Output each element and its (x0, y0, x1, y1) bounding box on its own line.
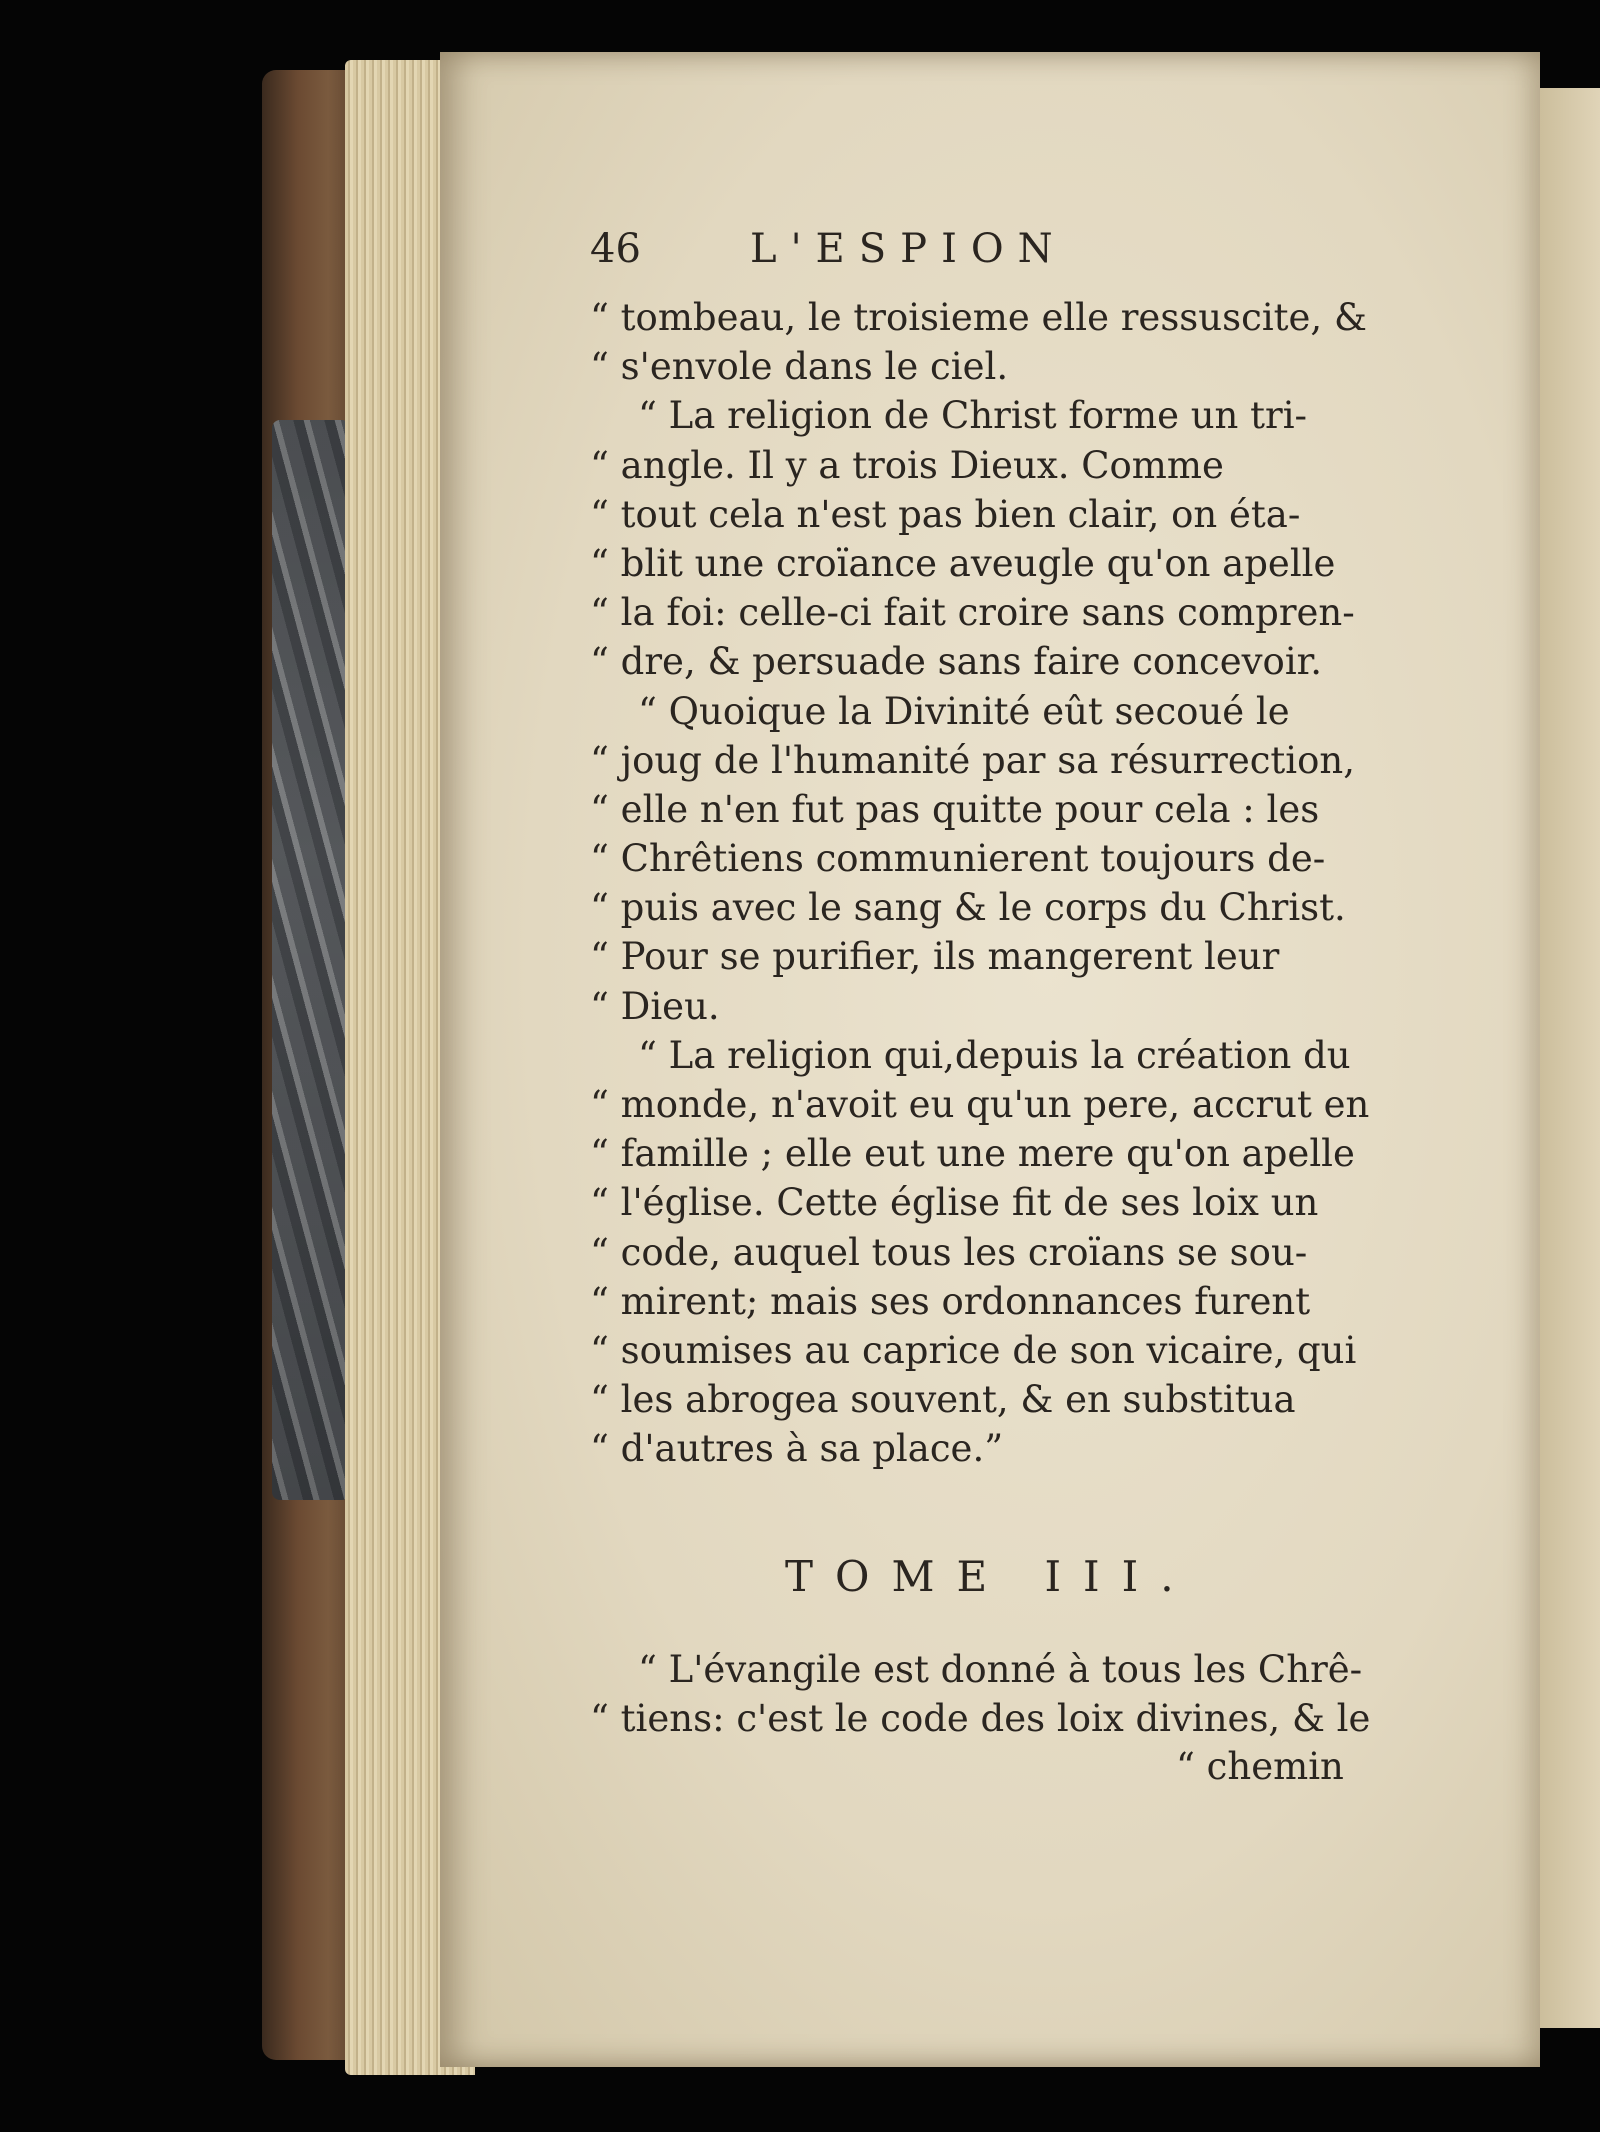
text-line: “ mirent; mais ses ordonnances furent (590, 1279, 1311, 1323)
text-line: “ joug de l'humanité par sa résurrection, (590, 738, 1356, 782)
text-line: “ s'envole dans le ciel. (590, 345, 1009, 389)
text-line: “ La religion de Christ forme un tri- (638, 394, 1308, 438)
text-line: “ tiens: c'est le code des loix divines, & le (590, 1697, 1371, 1741)
text-line: “ tout cela n'est pas bien clair, on éta- (590, 492, 1301, 536)
text-line: “ angle. Il y a trois Dieux. Comme (590, 443, 1224, 487)
body-text (590, 293, 1410, 1474)
text-line: “ puis avec le sang & le corps du Christ. (590, 886, 1346, 930)
page-number: 46 (590, 226, 641, 272)
running-title: L'ESPION (750, 226, 1067, 272)
text-line: “ les abrogea souvent, & en substitua (590, 1378, 1296, 1422)
text-line: “ d'autres à sa place.” (590, 1427, 1004, 1471)
catchword: “ chemin (1176, 1745, 1344, 1788)
text-line: “ Quoique la Divinité eût secoué le (638, 689, 1290, 733)
text-line: “ Pour se purifier, ils mangerent leur (590, 935, 1280, 979)
text-line: “ la foi: celle-ci fait croire sans compren- (590, 591, 1355, 635)
text-line: “ soumises au caprice de son vicaire, qui (590, 1328, 1357, 1372)
text-line: “ famille ; elle eut une mere qu'on apelle (590, 1132, 1355, 1176)
section-heading: TOME III. (785, 1552, 1196, 1601)
text-line: “ blit une croïance aveugle qu'on apelle (590, 541, 1336, 585)
body-text-continued (590, 1645, 1410, 1743)
text-line: “ dre, & persuade sans faire concevoir. (590, 640, 1323, 684)
text-line: “ Dieu. (590, 984, 720, 1028)
text-line: “ l'église. Cette église fit de ses loix un (590, 1181, 1319, 1225)
text-line: “ tombeau, le troisieme elle ressuscite, & (590, 296, 1367, 339)
page-header (590, 226, 1210, 278)
marbled-cover (272, 420, 350, 1500)
text-line: “ L'évangile est donné à tous les Chrê- (638, 1648, 1363, 1691)
text-line: “ elle n'en fut pas quitte pour cela : les (590, 787, 1320, 831)
text-line: “ La religion qui,depuis la création du (638, 1033, 1351, 1077)
text-line: “ Chrêtiens communierent toujours de- (590, 837, 1326, 881)
facing-page-edge (1532, 88, 1600, 2028)
text-line: “ code, auquel tous les croïans se sou- (590, 1230, 1308, 1274)
text-line: “ monde, n'avoit eu qu'un pere, accrut en (590, 1083, 1370, 1126)
